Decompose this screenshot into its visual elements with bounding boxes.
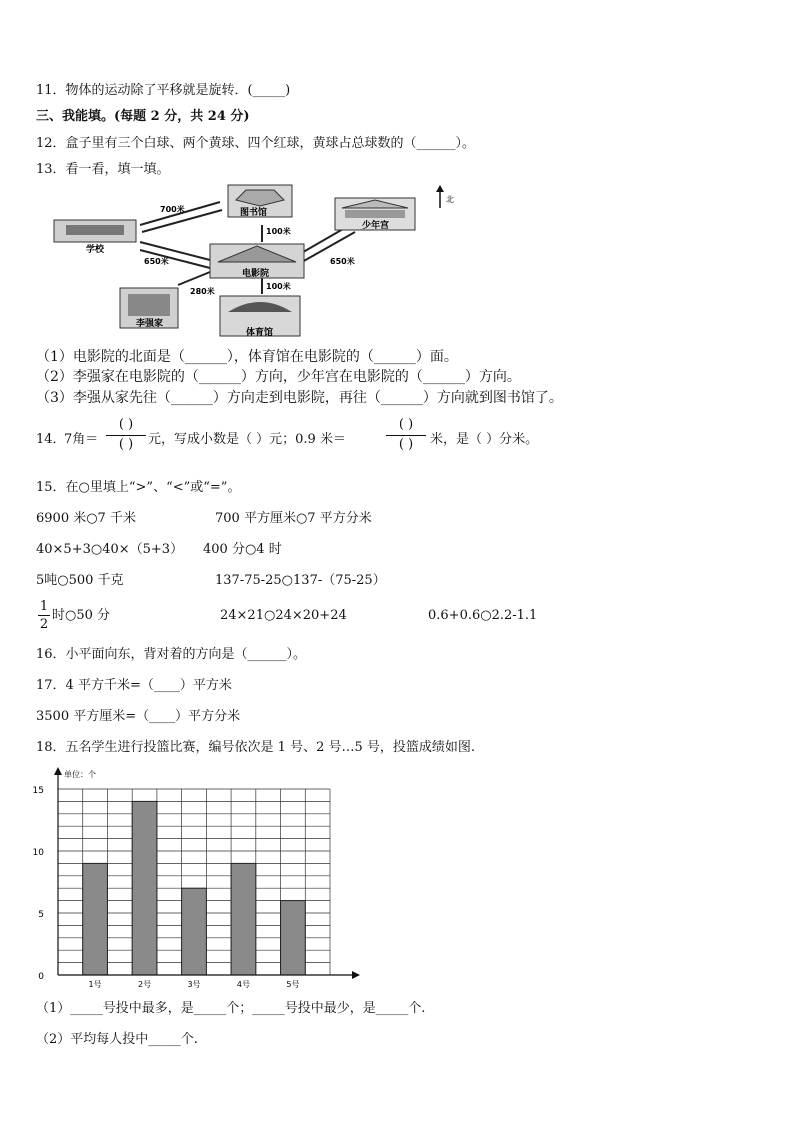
fraction-2-denominator: ( ) bbox=[398, 437, 414, 452]
compare-r1a: 6900 米○7 千米 bbox=[36, 511, 136, 526]
y-axis-arrow-icon bbox=[54, 767, 62, 775]
y-tick-label: 5 bbox=[38, 910, 44, 920]
map-label-liqiang-home: 李强家 bbox=[136, 319, 164, 329]
question-13: 13．看一看，填一填。 bbox=[36, 162, 170, 177]
question-18: 18．五名学生进行投篮比赛，编号依次是 1 号、2 号…5 号，投篮成绩如图. bbox=[36, 740, 476, 755]
map-label-youth-palace: 少年宫 bbox=[362, 221, 390, 231]
y-tick-label: 10 bbox=[32, 848, 44, 858]
distance-youth-cinema: 650米 bbox=[330, 257, 355, 266]
question-14-part2: 元，写成小数是（ ）元；0.9 米＝ bbox=[148, 432, 346, 447]
question-17: 17．4 平方千米=（____）平方米 bbox=[36, 678, 232, 693]
basketball-bar-chart bbox=[30, 765, 370, 995]
chart-y-ticks bbox=[33, 786, 45, 982]
x-tick-label: 3号 bbox=[187, 980, 201, 989]
map-label-cinema: 电影院 bbox=[242, 269, 270, 279]
fraction-1-denominator: ( ) bbox=[118, 437, 134, 452]
fraction-half-numerator: 1 bbox=[39, 599, 49, 614]
map-label-stadium: 体育馆 bbox=[246, 328, 274, 338]
chart-ylabel: 单位：个 bbox=[64, 770, 96, 779]
compare-r3a: 5吨○500 千克 bbox=[36, 573, 124, 588]
question-18-1: （1）_____号投中最多，是_____个；_____号投中最少，是_____个. bbox=[36, 1001, 426, 1016]
fraction-1-numerator: ( ) bbox=[118, 417, 134, 432]
compare-r2a: 40×5+3○40×（5+3） bbox=[36, 542, 184, 557]
question-13-1: （1）电影院的北面是（______），体育馆在电影院的（______）面。 bbox=[36, 349, 458, 365]
question-13-3: （3）李强从家先往（______）方向走到电影院，再往（______）方向就到图书馆了。 bbox=[36, 390, 563, 406]
chart-x-labels bbox=[89, 979, 300, 989]
y-tick-label: 15 bbox=[32, 786, 44, 796]
fraction-half-denominator: 2 bbox=[39, 617, 49, 632]
map-label-school: 学校 bbox=[86, 245, 105, 255]
distance-school-library: 700米 bbox=[160, 205, 185, 214]
bar-3 bbox=[182, 888, 207, 975]
distance-cinema-stadium: 100米 bbox=[266, 282, 291, 291]
question-11: 11．物体的运动除了平移就是旋转．(_____) bbox=[36, 83, 291, 98]
section-3-heading: 三、我能填。(每题 2 分，共 24 分) bbox=[36, 109, 250, 124]
question-14-part1: 7角＝ bbox=[64, 432, 99, 447]
bar-5 bbox=[281, 901, 306, 975]
question-13-2: （2）李强家在电影院的（______）方向，少年宫在电影院的（______）方向。 bbox=[36, 369, 521, 385]
bar-1 bbox=[83, 863, 108, 975]
compare-r4b: 24×21○24×20+24 bbox=[220, 608, 347, 623]
question-16: 16．小平面向东，背对着的方向是（______）。 bbox=[36, 647, 307, 662]
question-15: 15．在○里填上“>”、“<”或“=”。 bbox=[36, 480, 241, 495]
bar-2 bbox=[132, 801, 157, 975]
question-12: 12．盒子里有三个白球、两个黄球、四个红球，黄球占总球数的（______）。 bbox=[36, 136, 476, 151]
fraction-half bbox=[38, 600, 50, 631]
compare-r4c: 0.6+0.6○2.2-1.1 bbox=[428, 608, 538, 623]
north-arrow-icon bbox=[436, 185, 444, 208]
y-tick-label: 0 bbox=[38, 972, 44, 982]
fraction-2 bbox=[386, 418, 426, 453]
question-17b: 3500 平方厘米=（____）平方分米 bbox=[36, 709, 241, 724]
compare-r1b: 700 平方厘米○7 平方分米 bbox=[215, 511, 372, 526]
fraction-2-numerator: ( ) bbox=[398, 417, 414, 432]
question-18-2: （2）平均每人投中_____个. bbox=[36, 1032, 198, 1047]
x-tick-label: 1号 bbox=[88, 980, 102, 989]
question-14-part3: 米，是（ ）分米。 bbox=[430, 432, 539, 447]
x-tick-label: 2号 bbox=[137, 980, 152, 989]
school-building bbox=[54, 220, 136, 242]
x-axis-arrow-icon bbox=[352, 971, 360, 979]
distance-library-cinema: 100米 bbox=[266, 227, 291, 236]
north-label: 北 bbox=[446, 195, 454, 204]
x-tick-label: 4号 bbox=[236, 980, 251, 989]
map-label-library: 图书馆 bbox=[240, 208, 268, 218]
distance-home-cinema: 280米 bbox=[190, 287, 215, 296]
compare-r2b: 400 分○4 时 bbox=[203, 542, 282, 557]
compare-r3b: 137-75-25○137-（75-25） bbox=[215, 573, 386, 588]
x-tick-label: 5号 bbox=[286, 980, 300, 989]
question-14-number: 14． bbox=[36, 432, 66, 447]
location-map bbox=[50, 180, 470, 340]
distance-school-cinema: 650米 bbox=[144, 257, 169, 266]
compare-r4a: 时○50 分 bbox=[52, 608, 111, 623]
bar-4 bbox=[231, 863, 256, 975]
fraction-1 bbox=[106, 418, 146, 453]
